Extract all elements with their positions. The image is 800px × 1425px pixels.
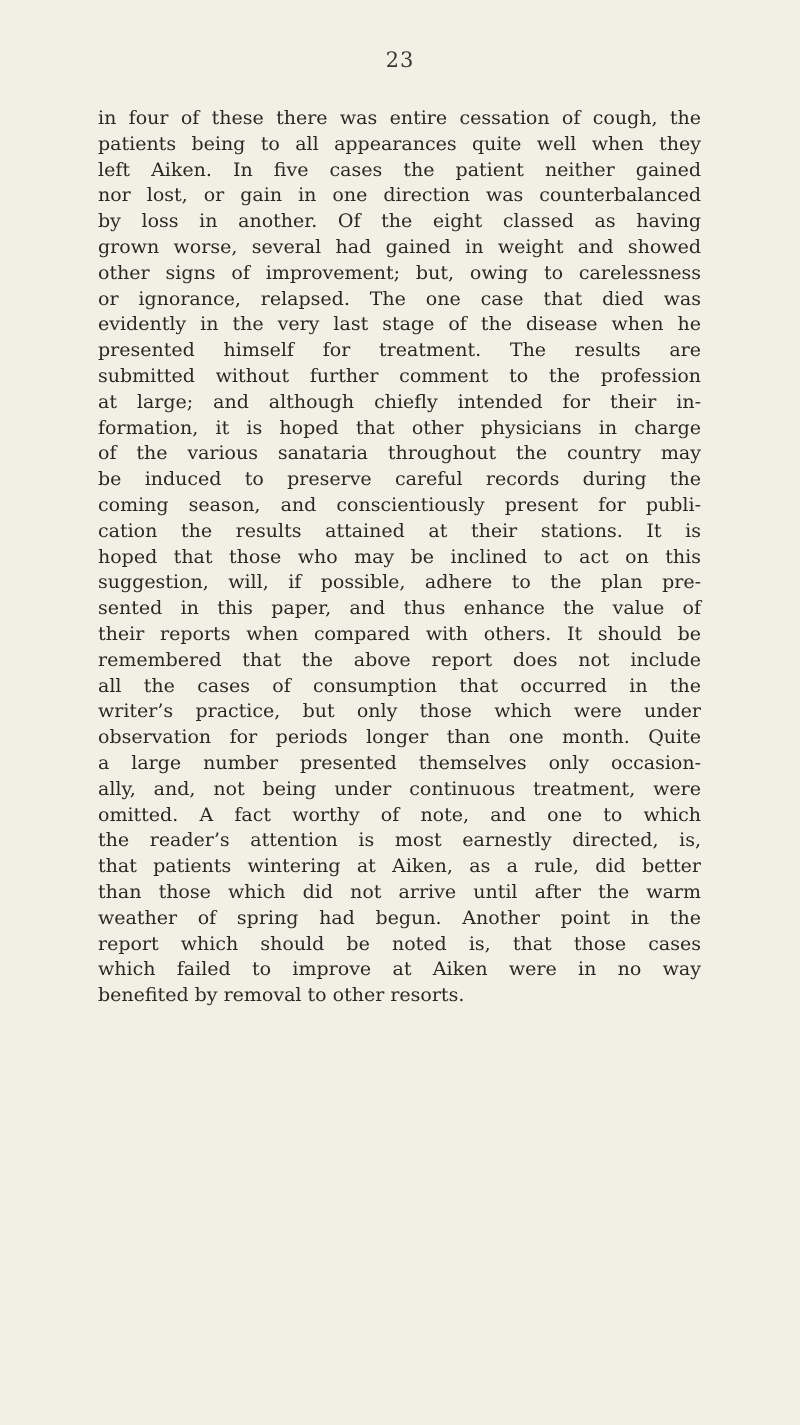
body-text — [98, 106, 701, 1009]
text-line: observation for periods longer than one month. Quite — [98, 726, 701, 749]
text-line: their reports when compared with others. It should be — [98, 622, 701, 645]
text-line: all the cases of consumption that occurred in the — [98, 674, 701, 697]
text-line: patients being to all appearances quite well when they — [98, 132, 701, 155]
text-line-last: benefited by removal to other resorts. — [98, 984, 465, 1007]
text-line: of the various sanataria throughout the country may — [98, 442, 701, 465]
text-line: by loss in another. Of the eight classed as having — [98, 210, 701, 233]
text-line: presented himself for treatment. The results are — [98, 339, 701, 362]
text-line: than those which did not arrive until after the warm — [98, 880, 701, 903]
text-line: the reader’s attention is most earnestly directed, is, — [98, 829, 701, 852]
text-line: submitted without further comment to the profession — [98, 364, 701, 387]
text-line: that patients wintering at Aiken, as a rule, did better — [98, 855, 701, 878]
text-line: omitted. A fact worthy of note, and one to which — [98, 803, 701, 826]
page-number: 23 — [385, 48, 415, 72]
text-line: in four of these there was entire cessation of cough, the — [98, 107, 701, 129]
text-line: grown worse, several had gained in weight and showed — [98, 235, 701, 258]
text-line: be induced to preserve careful records during the — [98, 468, 701, 491]
text-line: weather of spring had begun. Another point in the — [98, 906, 701, 929]
text-line: ally, and, not being under continuous treatment, were — [98, 777, 701, 800]
text-line: remembered that the above report does not include — [98, 648, 701, 671]
text-line: coming season, and conscientiously present for publi- — [98, 493, 701, 516]
text-line: which failed to improve at Aiken were in no way — [98, 958, 701, 981]
text-line: other signs of improvement; but, owing to carelessness — [98, 261, 701, 284]
text-line: left Aiken. In five cases the patient neither gained — [98, 158, 701, 181]
text-line: nor lost, or gain in one direction was counterbalanced — [98, 184, 701, 207]
text-line: writer’s practice, but only those which were under — [98, 700, 701, 723]
text-line: sented in this paper, and thus enhance the value of — [98, 597, 701, 620]
text-line: cation the results attained at their stations. It is — [98, 519, 701, 542]
text-line: report which should be noted is, that those cases — [98, 932, 701, 955]
text-line: suggestion, will, if possible, adhere to the plan pre- — [98, 571, 701, 594]
text-line: evidently in the very last stage of the disease when he — [98, 313, 701, 336]
text-line: or ignorance, relapsed. The one case that died was — [98, 287, 701, 310]
text-line: a large number presented themselves only occasion- — [98, 751, 701, 774]
text-line: at large; and although chiefly intended for their in- — [98, 390, 701, 413]
text-line: formation, it is hoped that other physicians in charge — [98, 416, 701, 439]
text-line: hoped that those who may be inclined to act on this — [98, 545, 701, 568]
